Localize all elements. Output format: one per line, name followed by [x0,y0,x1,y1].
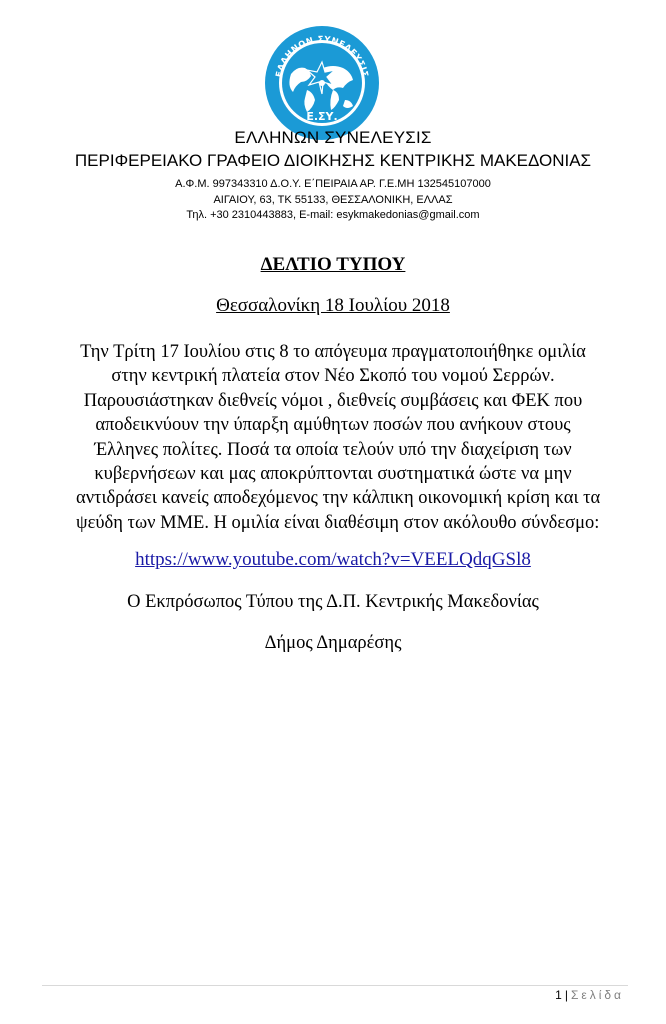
body-line: Την Τρίτη 17 Ιουλίου στις 8 το απόγευμα πραγματοποιήθηκε ομιλία [80,342,586,362]
body-line: αποδεικνύουν την ύπαρξη αμύθητων ποσών που ανήκουν στους [95,415,571,436]
organization-logo [263,24,381,142]
tax-registration-line: Α.Φ.Μ. 997343310 Δ.Ο.Υ. Ε΄ΠΕΙΡΑΙΑ ΑΡ. Γ.Ε.ΜΗ 132545107000 [175,178,491,190]
address-line: ΑΙΓΑΙΟΥ, 63, ΤΚ 55133, ΘΕΣΣΑΛΟΝΙΚΗ, ΕΛΛΑΣ [213,194,453,206]
document-date: Θεσσαλονίκη 18 Ιουλίου 2018 [216,295,450,316]
body-line: αντιδράσει κανείς αποδεχόμενος την κάλπικη οικονομική κρίση και τα [76,488,601,509]
body-line: Παρουσιάστηκαν διεθνείς νόμοι , διεθνείς συμβάσεις και ΦΕΚ που [83,390,583,411]
press-release-body [76,340,601,535]
footer-divider [42,985,628,986]
page-word: Σελίδα [570,988,624,1002]
signoff-title: Ο Εκπρόσωπος Τύπου της Δ.Π. Κεντρικής Μακεδονίας [127,592,539,612]
body-line: ψεύδη των ΜΜΕ. Η ομιλία είναι διαθέσιμη στον ακόλουθο σύνδεσμο: [76,512,600,533]
logo-emblem-icon [263,24,381,142]
footer-separator: | [564,988,568,1002]
body-line: κυβερνήσεων και μας αποκρύπτονται συστηματικά ώστε να μην [94,464,572,485]
page-number: 1 [555,988,562,1002]
regional-office-name: ΠΕΡΙΦΕΡΕΙΑΚΟ ΓΡΑΦΕΙΟ ΔΙΟΙΚΗΣΗΣ ΚΕΝΤΡΙΚΗΣ ΜΑΚΕΔΟΝΙΑΣ [74,151,592,170]
body-line: Έλληνες πολίτες. Ποσά τα οποία τελούν υπό την διαχείριση των [94,439,572,460]
svg-text:Ε.ΣΥ.: Ε.ΣΥ. [306,110,338,123]
contact-line: Τηλ. +30 2310443883, E-mail: esykmakedonias@gmail.com [186,209,480,221]
youtube-link[interactable]: https://www.youtube.com/watch?v=VEELQdqGSl8 [135,549,531,570]
svg-text:ΕΛΛΗΝΩΝ ΣΥΝΕΛΕΥΣΙΣ: ΕΛΛΗΝΩΝ ΣΥΝΕΛΕΥΣΙΣ [274,34,370,79]
document-title: ΔΕΛΤΙΟ ΤΥΠΟΥ [260,254,406,275]
page-footer [555,988,624,1002]
signer-name: Δήμος Δημαρέσης [264,633,402,653]
body-line: στην κεντρική πλατεία στον Νέο Σκοπό του νομού Σερρών. [111,366,555,387]
organization-name: ΕΛΛΗΝΩΝ ΣΥΝΕΛΕΥΣΙΣ [234,128,432,147]
